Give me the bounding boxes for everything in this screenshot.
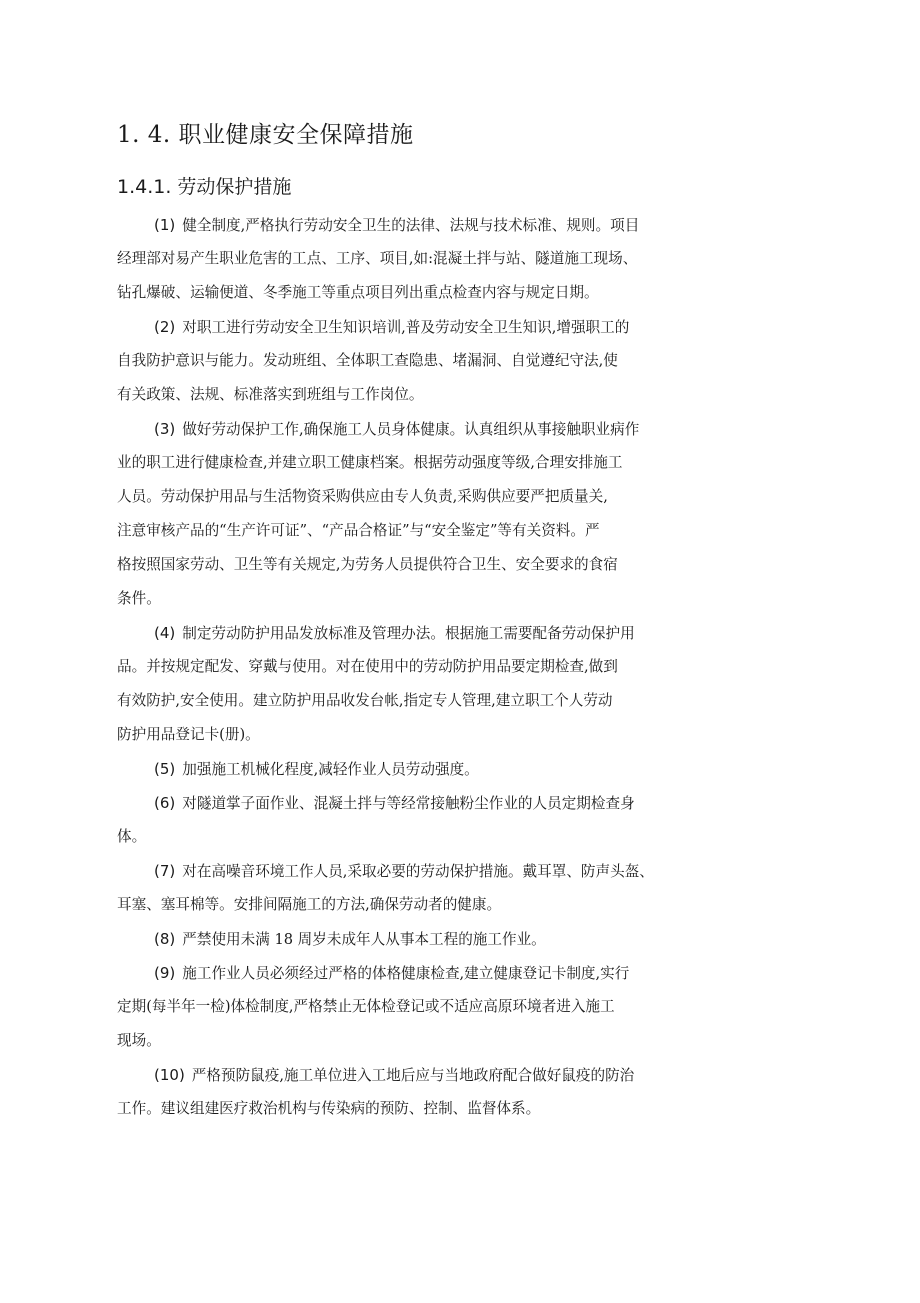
paragraph-line bbox=[117, 242, 687, 276]
paragraph-line bbox=[117, 956, 687, 990]
line-text: 体。 bbox=[117, 828, 147, 845]
line-text: 人员。劳动保护用品与生活物资采购供应由专人负责,采购供应要严把质量关, bbox=[117, 488, 608, 505]
line-text: 健全制度,严格执行劳动安全卫生的法律、法规与技术标准、规则。项目 bbox=[182, 217, 640, 234]
list-item bbox=[117, 1058, 687, 1126]
list-item bbox=[117, 412, 687, 616]
subsection-heading: 1.4.1. 劳动保护措施 bbox=[117, 176, 292, 198]
item-number: (2) bbox=[154, 318, 176, 336]
paragraph-line bbox=[117, 752, 687, 786]
list-item bbox=[117, 208, 687, 310]
paragraph-line bbox=[117, 718, 687, 752]
line-text: 施工作业人员必须经过严格的体格健康检查,建立健康登记卡制度,实行 bbox=[182, 965, 630, 982]
list-item bbox=[117, 956, 687, 1058]
line-text: 耳塞、塞耳棉等。安排间隔施工的方法,确保劳动者的健康。 bbox=[117, 896, 502, 913]
line-text: 加强施工机械化程度,减轻作业人员劳动强度。 bbox=[182, 761, 479, 778]
measure-list bbox=[117, 208, 687, 1126]
line-text: 对隧道掌子面作业、混凝土拌与等经常接触粉尘作业的人员定期检查身 bbox=[182, 795, 635, 812]
item-number: (4) bbox=[154, 624, 176, 642]
paragraph-line bbox=[117, 990, 687, 1024]
paragraph-line bbox=[117, 684, 687, 718]
line-text: 对职工进行劳动安全卫生知识培训,普及劳动安全卫生知识,增强职工的 bbox=[182, 319, 630, 336]
line-text: 经理部对易产生职业危害的工点、工序、项目,如:混凝土拌与站、隧道施工现场、 bbox=[117, 250, 638, 267]
line-text: 条件。 bbox=[117, 590, 161, 607]
item-number: (3) bbox=[154, 420, 176, 438]
paragraph-line bbox=[117, 854, 687, 888]
paragraph-line bbox=[117, 820, 687, 854]
paragraph-line bbox=[117, 1092, 687, 1126]
item-number: (5) bbox=[154, 760, 176, 778]
line-text: 业的职工进行健康检查,并建立职工健康档案。根据劳动强度等级,合理安排施工 bbox=[117, 454, 623, 471]
item-number: (9) bbox=[154, 964, 176, 982]
line-text: 自我防护意识与能力。发动班组、全体职工查隐患、堵漏洞、自觉遵纪守法,使 bbox=[117, 352, 618, 369]
line-text: 严禁使用未满 18 周岁未成年人从事本工程的施工作业。 bbox=[182, 931, 546, 948]
list-item bbox=[117, 786, 687, 854]
line-text: 有效防护,安全使用。建立防护用品收发台帐,指定专人管理,建立职工个人劳动 bbox=[117, 692, 613, 709]
item-number: (7) bbox=[154, 862, 176, 880]
list-item bbox=[117, 616, 687, 752]
line-text: 定期(每半年一检)体检制度,严格禁止无体检登记或不适应高原环境者进入施工 bbox=[117, 998, 615, 1015]
item-number: (6) bbox=[154, 794, 176, 812]
paragraph-line bbox=[117, 276, 687, 310]
paragraph-line bbox=[117, 446, 687, 480]
section-heading: 1. 4. 职业健康安全保障措施 bbox=[117, 122, 414, 148]
paragraph-line bbox=[117, 616, 687, 650]
paragraph-line bbox=[117, 1024, 687, 1058]
line-text: 现场。 bbox=[117, 1032, 161, 1049]
paragraph-line bbox=[117, 922, 687, 956]
item-number: (8) bbox=[154, 930, 176, 948]
paragraph-line bbox=[117, 310, 687, 344]
list-item bbox=[117, 752, 687, 786]
paragraph-line bbox=[117, 650, 687, 684]
paragraph-line bbox=[117, 548, 687, 582]
line-text: 有关政策、法规、标准落实到班组与工作岗位。 bbox=[117, 386, 424, 403]
line-text: 对在高噪音环境工作人员,采取必要的劳动保护措施。戴耳罩、防声头盔、 bbox=[182, 863, 654, 880]
line-text: 制定劳动防护用品发放标准及管理办法。根据施工需要配备劳动保护用 bbox=[182, 625, 635, 642]
line-text: 防护用品登记卡(册)。 bbox=[117, 726, 260, 743]
line-text: 格按照国家劳动、卫生等有关规定,为劳务人员提供符合卫生、安全要求的食宿 bbox=[117, 556, 618, 573]
item-number: (10) bbox=[154, 1066, 185, 1084]
paragraph-line bbox=[117, 786, 687, 820]
line-text: 工作。建议组建医疗救治机构与传染病的预防、控制、监督体系。 bbox=[117, 1100, 541, 1117]
paragraph-line bbox=[117, 480, 687, 514]
line-text: 严格预防鼠疫,施工单位进入工地后应与当地政府配合做好鼠疫的防治 bbox=[191, 1067, 635, 1084]
paragraph-line bbox=[117, 412, 687, 446]
item-number: (1) bbox=[154, 216, 176, 234]
line-text: 品。并按规定配发、穿戴与使用。对在使用中的劳动防护用品要定期检查,做到 bbox=[117, 658, 618, 675]
line-text: 做好劳动保护工作,确保施工人员身体健康。认真组织从事接触职业病作 bbox=[182, 421, 640, 438]
paragraph-line bbox=[117, 208, 687, 242]
paragraph-line bbox=[117, 1058, 687, 1092]
list-item bbox=[117, 922, 687, 956]
list-item bbox=[117, 310, 687, 412]
list-item bbox=[117, 854, 687, 922]
paragraph-line bbox=[117, 514, 687, 548]
line-text: 注意审核产品的“生产许可证”、“产品合格证”与“安全鉴定”等有关资料。严 bbox=[117, 522, 600, 539]
line-text: 钻孔爆破、运输便道、冬季施工等重点项目列出重点检查内容与规定日期。 bbox=[117, 284, 599, 301]
paragraph-line bbox=[117, 378, 687, 412]
paragraph-line bbox=[117, 888, 687, 922]
paragraph-line bbox=[117, 582, 687, 616]
paragraph-line bbox=[117, 344, 687, 378]
